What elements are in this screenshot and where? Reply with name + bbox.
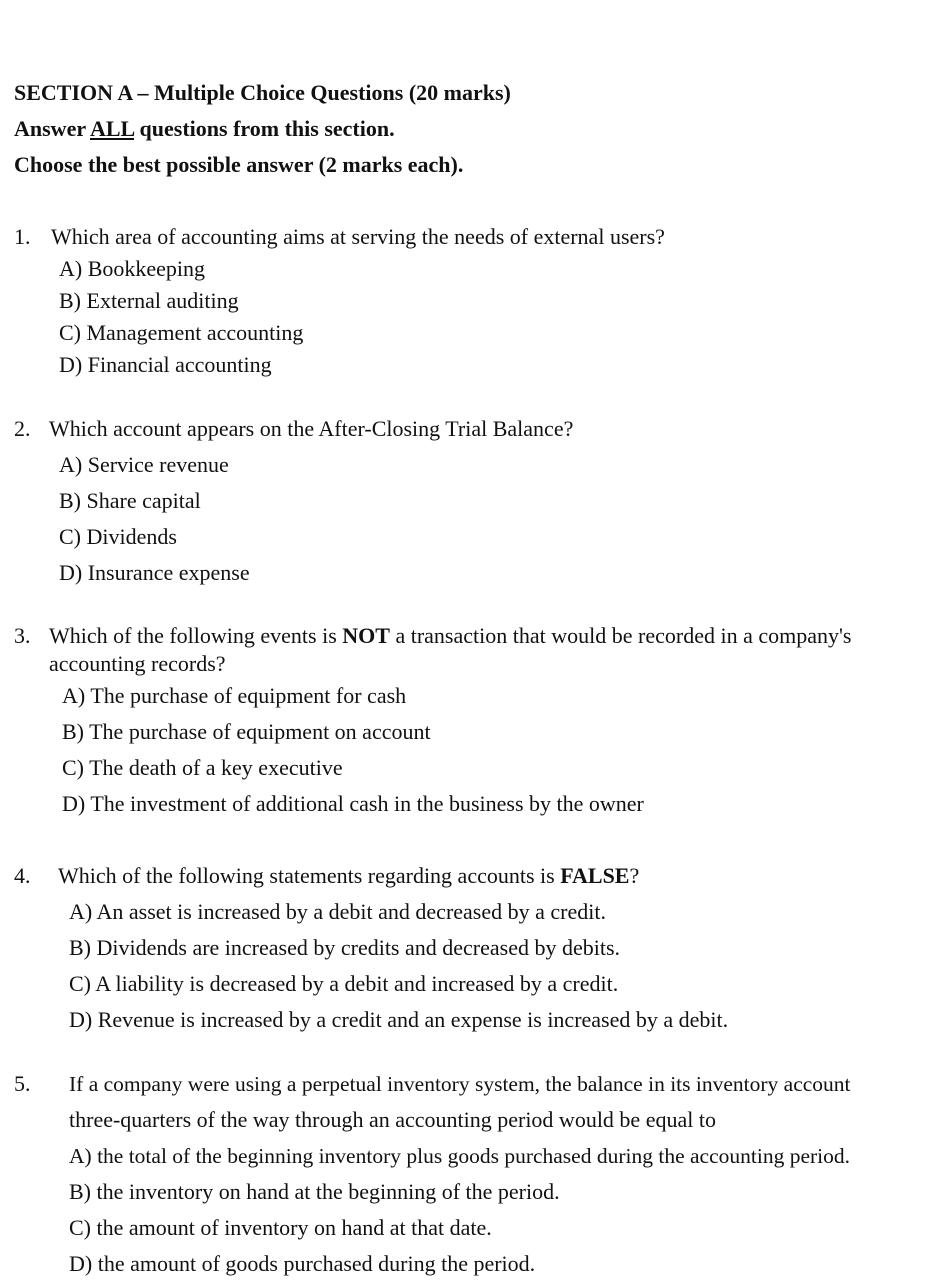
option-a <box>69 899 606 925</box>
option-a <box>69 1143 850 1169</box>
question-number: 1. <box>14 224 31 249</box>
option-text: External auditing <box>86 288 239 313</box>
question-number: 4. <box>14 863 31 888</box>
section-title: SECTION A – Multiple Choice Questions (20 marks) <box>14 80 511 105</box>
option-c <box>59 524 177 550</box>
option-label: C) <box>69 1215 91 1240</box>
option-label: B) <box>69 1179 91 1204</box>
question-text-emph: FALSE <box>560 863 630 888</box>
question-number: 3. <box>14 623 31 648</box>
option-d <box>69 1251 535 1277</box>
option-a <box>62 683 406 709</box>
option-text: The purchase of equipment for cash <box>90 683 407 708</box>
option-c <box>69 971 618 997</box>
option-text: Dividends <box>86 524 177 549</box>
option-text: Service revenue <box>87 452 229 477</box>
question-text: Which area of accounting aims at serving the needs of external users? <box>51 224 665 249</box>
option-label: C) <box>59 524 81 549</box>
option-text: An asset is increased by a debit and decreased by a credit. <box>96 899 606 924</box>
option-text: the total of the beginning inventory plus goods purchased during the accounting period. <box>97 1144 850 1168</box>
option-d <box>62 791 644 817</box>
option-label: B) <box>59 488 81 513</box>
option-label: C) <box>62 755 84 780</box>
option-label: B) <box>62 719 84 744</box>
option-b <box>69 1179 560 1205</box>
option-text: the amount of goods purchased during the period. <box>97 1251 536 1276</box>
option-label: C) <box>59 320 81 345</box>
option-d <box>59 560 250 586</box>
option-text: Management accounting <box>86 320 304 345</box>
instruction-pre: Answer <box>14 116 90 141</box>
option-label: A) <box>69 1144 92 1168</box>
question-number: 2. <box>14 416 31 441</box>
question-text: If a company were using a perpetual inventory system, the balance in its inventory account <box>69 1072 851 1096</box>
option-label: C) <box>69 971 91 996</box>
question-text-pre: Which of the following events is <box>49 623 343 648</box>
option-label: D) <box>69 1007 93 1032</box>
question-text <box>49 623 852 649</box>
option-text: The investment of additional cash in the business by the owner <box>90 791 644 816</box>
instruction-post: questions from this section. <box>134 116 395 141</box>
option-c <box>62 755 343 781</box>
option-label: B) <box>59 288 81 313</box>
question-text-post: a transaction that would be recorded in a company's <box>389 623 852 648</box>
option-text: The death of a key executive <box>89 755 343 780</box>
question-text-post: ? <box>629 863 640 888</box>
option-text: the inventory on hand at the beginning of the period. <box>96 1179 560 1204</box>
option-text: Dividends are increased by credits and decreased by debits. <box>96 935 621 960</box>
option-label: D) <box>59 352 83 377</box>
option-text: The purchase of equipment on account <box>89 719 431 744</box>
option-b <box>69 935 620 961</box>
instruction-best-answer: Choose the best possible answer (2 marks each). <box>14 152 464 177</box>
option-label: D) <box>69 1251 93 1276</box>
option-label: A) <box>69 899 93 924</box>
question-text-line2: three-quarters of the way through an accounting period would be equal to <box>69 1107 716 1132</box>
option-label: D) <box>59 560 83 585</box>
option-text: Financial accounting <box>87 352 272 377</box>
option-text: A liability is decreased by a debit and increased by a credit. <box>95 971 619 996</box>
instruction-all <box>14 116 395 142</box>
question-text-emph: NOT <box>342 623 390 648</box>
option-text: Bookkeeping <box>87 256 206 281</box>
option-label: D) <box>62 791 86 816</box>
question-text: Which account appears on the After-Closing Trial Balance? <box>49 416 574 441</box>
option-b <box>62 719 431 745</box>
option-a <box>59 452 229 478</box>
option-d <box>69 1007 728 1033</box>
instruction-emph: ALL <box>90 116 135 141</box>
option-text: Revenue is increased by a credit and an expense is increased by a debit. <box>97 1007 729 1032</box>
question-text-pre: Which of the following statements regarding accounts is <box>58 863 561 888</box>
option-b <box>59 488 201 514</box>
option-label: A) <box>59 256 83 281</box>
option-label: A) <box>59 452 83 477</box>
option-label: A) <box>62 683 86 708</box>
option-c <box>69 1215 492 1241</box>
option-label: B) <box>69 935 91 960</box>
option-d <box>59 352 272 378</box>
option-text: the amount of inventory on hand at that date. <box>96 1215 492 1240</box>
question-text <box>58 863 639 889</box>
option-c <box>59 320 303 346</box>
question-text-line2: accounting records? <box>49 651 226 676</box>
option-text: Insurance expense <box>87 560 250 585</box>
option-a <box>59 256 205 282</box>
option-b <box>59 288 239 314</box>
option-text: Share capital <box>86 488 201 513</box>
question-number: 5. <box>14 1071 31 1096</box>
